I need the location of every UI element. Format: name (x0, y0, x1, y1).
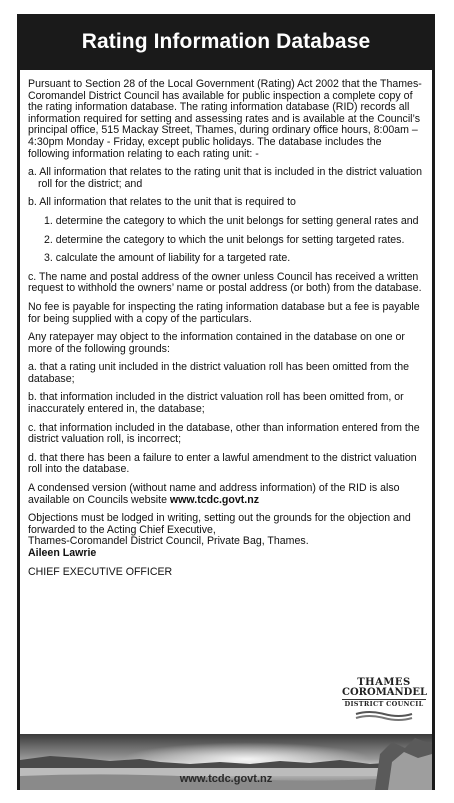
logo-wave-icon (354, 710, 414, 722)
coastline-banner (20, 734, 432, 790)
footer-url[interactable]: www.tcdc.govt.nz (179, 773, 273, 785)
signatory-title: CHIEF EXECUTIVE OFFICER (28, 565, 173, 578)
item-b: b. All information that relates to the unit that is required to (28, 196, 296, 209)
item-a: a. All information that relates to the rating unit that is included in the district valuation roll for the district; and (28, 166, 422, 190)
lodge-line-1: Objections must be lodged in writing, setting out the grounds for the objection and forwarded to the Acting Chief Executive, (28, 512, 411, 536)
notice-title: Rating Information Database (81, 30, 371, 53)
council-logo (342, 678, 426, 722)
intro-paragraph: Pursuant to Section 28 of the Local Government (Rating) Act 2002 that the Thames-Coromandel District Council has available for public inspection a complete copy of the rating information database. The rating information database (RID) records all information required for setting and assessing rates and is available at the Council’s principal office, 515 Mackay Street, Thames, during ordinary office hours, 8:00am – 4:30pm Monday - Friday, except public holidays. The database includes the following information relating to each rating unit: - (28, 78, 422, 160)
notice-frame (17, 14, 435, 790)
item-c: c. The name and postal address of the owner unless Council has received a written request to withhold the owners’ name or postal address (or both) from the database. (28, 270, 422, 295)
signatory-name: Aileen Lawrie (28, 547, 97, 559)
logo-line-3: DISTRICT COUNCIL (344, 700, 424, 708)
sub-item-3: 3. calculate the amount of liability for a targeted rate. (44, 252, 291, 265)
ground-b: b. that information included in the district valuation roll has been omitted from, or inaccurately entered in, the database; (28, 391, 404, 416)
ground-a: a. that a rating unit included in the district valuation roll has been omitted from the database; (28, 361, 410, 385)
fee-paragraph: No fee is payable for inspecting the rating information database but a fee is payable for being supplied with a copy of the particulars. (28, 300, 420, 325)
sub-item-2: 2. determine the category to which the unit belongs for setting targeted rates. (44, 233, 405, 246)
condensed-text: A condensed version (without name and address information) of the RID is also available on Councils website (28, 482, 400, 506)
sub-item-1: 1. determine the category to which the unit belongs for setting general rates and (44, 214, 419, 227)
condensed-paragraph (28, 483, 424, 506)
ground-c: c. that information included in the database, other than information entered from the district valuation roll, is incorrect; (28, 421, 420, 446)
notice-body (20, 70, 432, 734)
website-link[interactable]: www.tcdc.govt.nz (169, 493, 259, 506)
logo-line-1: THAMES (357, 677, 411, 688)
objection-intro: Any ratepayer may object to the information contained in the database on one or more of the following grounds: (28, 331, 405, 355)
title-bar (17, 14, 435, 70)
logo-line-2: COROMANDEL (342, 687, 427, 698)
lodge-paragraph (28, 513, 424, 548)
ground-d: d. that there has been a failure to enter a lawful amendment to the district valuation roll into the database. (28, 451, 417, 476)
lodge-line-2: Thames-Coromandel District Council, Private Bag, Thames. (28, 535, 309, 548)
